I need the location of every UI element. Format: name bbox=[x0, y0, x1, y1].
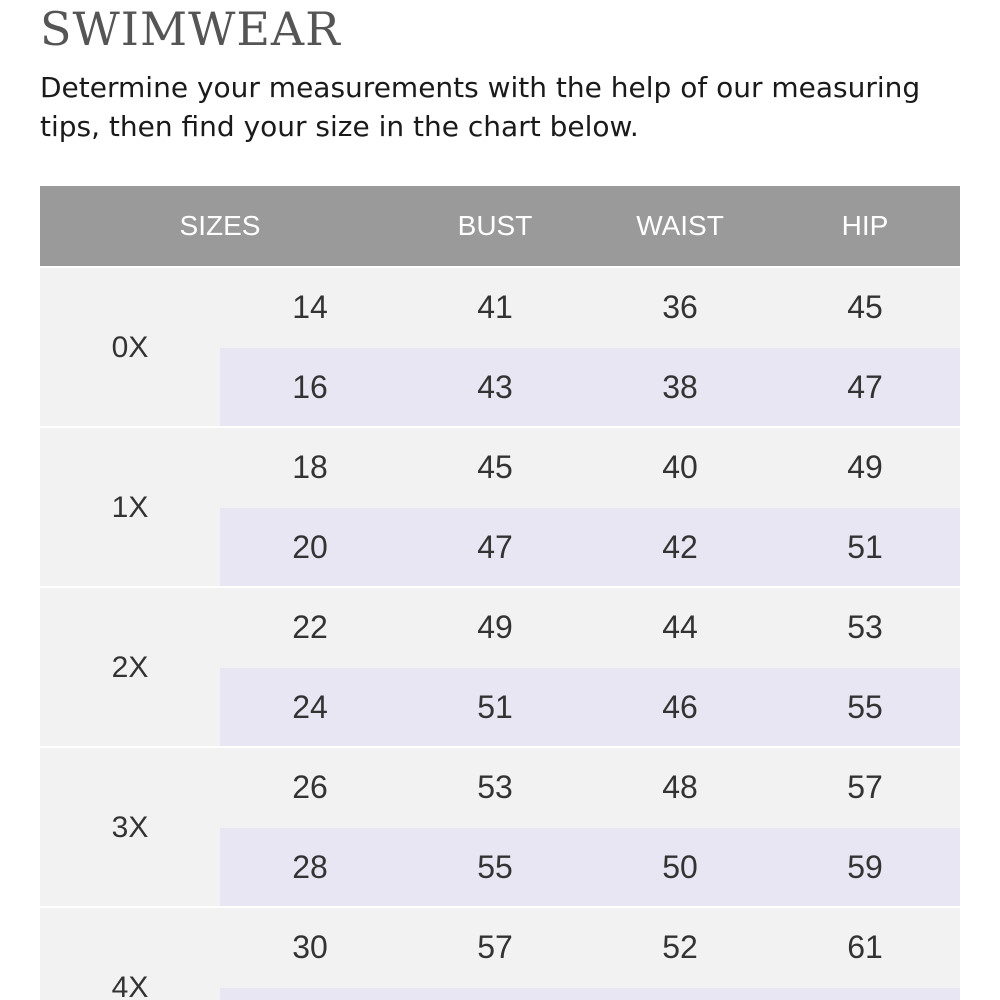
header-hip: HIP bbox=[841, 210, 889, 241]
cell-hip: 53 bbox=[847, 609, 883, 645]
table-row bbox=[220, 668, 960, 746]
size-group bbox=[40, 426, 960, 586]
cell-size: 24 bbox=[292, 689, 328, 725]
cell-waist: 50 bbox=[662, 849, 698, 885]
table-header bbox=[40, 186, 960, 266]
cell-hip: 45 bbox=[847, 289, 883, 325]
table-row bbox=[220, 588, 960, 666]
header-sizes: SIZES bbox=[179, 210, 261, 241]
cell-bust: 47 bbox=[477, 529, 513, 565]
cell-size: 18 bbox=[292, 449, 328, 485]
cell-size: 16 bbox=[292, 369, 328, 405]
size-group bbox=[40, 746, 960, 906]
table-row bbox=[220, 748, 960, 826]
cell-waist: 46 bbox=[662, 689, 698, 725]
cell-waist: 48 bbox=[662, 769, 698, 805]
cell-hip: 47 bbox=[847, 369, 883, 405]
intro-text: Determine your measurements with the help of our measuring tips, then find your size in the chart below. bbox=[40, 71, 921, 143]
cell-size: 20 bbox=[292, 529, 328, 565]
table-row bbox=[220, 828, 960, 906]
size-chart-table bbox=[40, 186, 960, 1000]
cell-size: 22 bbox=[292, 609, 328, 645]
size-group-label: 4X bbox=[111, 971, 149, 1000]
cell-hip: 57 bbox=[847, 769, 883, 805]
size-group-label: 1X bbox=[111, 491, 149, 524]
cell-hip: 51 bbox=[847, 529, 883, 565]
table-row bbox=[220, 508, 960, 586]
cell-size: 28 bbox=[292, 849, 328, 885]
cell-bust: 51 bbox=[477, 689, 513, 725]
cell-bust: 49 bbox=[477, 609, 513, 645]
cell-hip: 61 bbox=[847, 929, 883, 965]
cell-bust: 41 bbox=[477, 289, 513, 325]
table-row bbox=[220, 908, 960, 986]
table-row bbox=[220, 988, 960, 1000]
cell-bust: 57 bbox=[477, 929, 513, 965]
cell-hip: 49 bbox=[847, 449, 883, 485]
cell-waist: 40 bbox=[662, 449, 698, 485]
cell-waist: 42 bbox=[662, 529, 698, 565]
table-row bbox=[220, 428, 960, 506]
cell-waist: 52 bbox=[662, 929, 698, 965]
header-bust: BUST bbox=[457, 210, 533, 241]
cell-size: 26 bbox=[292, 769, 328, 805]
header-waist: WAIST bbox=[636, 210, 724, 241]
cell-size: 30 bbox=[292, 929, 328, 965]
cell-hip: 59 bbox=[847, 849, 883, 885]
cell-bust: 43 bbox=[477, 369, 513, 405]
cell-waist: 38 bbox=[662, 369, 698, 405]
cell-hip: 55 bbox=[847, 689, 883, 725]
size-group bbox=[40, 266, 960, 426]
size-group bbox=[40, 586, 960, 746]
size-group-label: 3X bbox=[111, 811, 149, 844]
size-group-label: 2X bbox=[111, 651, 149, 684]
size-group-label: 0X bbox=[111, 331, 149, 364]
cell-size: 14 bbox=[292, 289, 328, 325]
table-row bbox=[220, 348, 960, 426]
cell-bust: 53 bbox=[477, 769, 513, 805]
cell-waist: 44 bbox=[662, 609, 698, 645]
cell-bust: 55 bbox=[477, 849, 513, 885]
page-title: SWIMWEAR bbox=[40, 2, 341, 56]
cell-waist: 36 bbox=[662, 289, 698, 325]
table-row bbox=[220, 268, 960, 346]
size-group bbox=[40, 906, 960, 1000]
cell-bust: 45 bbox=[477, 449, 513, 485]
